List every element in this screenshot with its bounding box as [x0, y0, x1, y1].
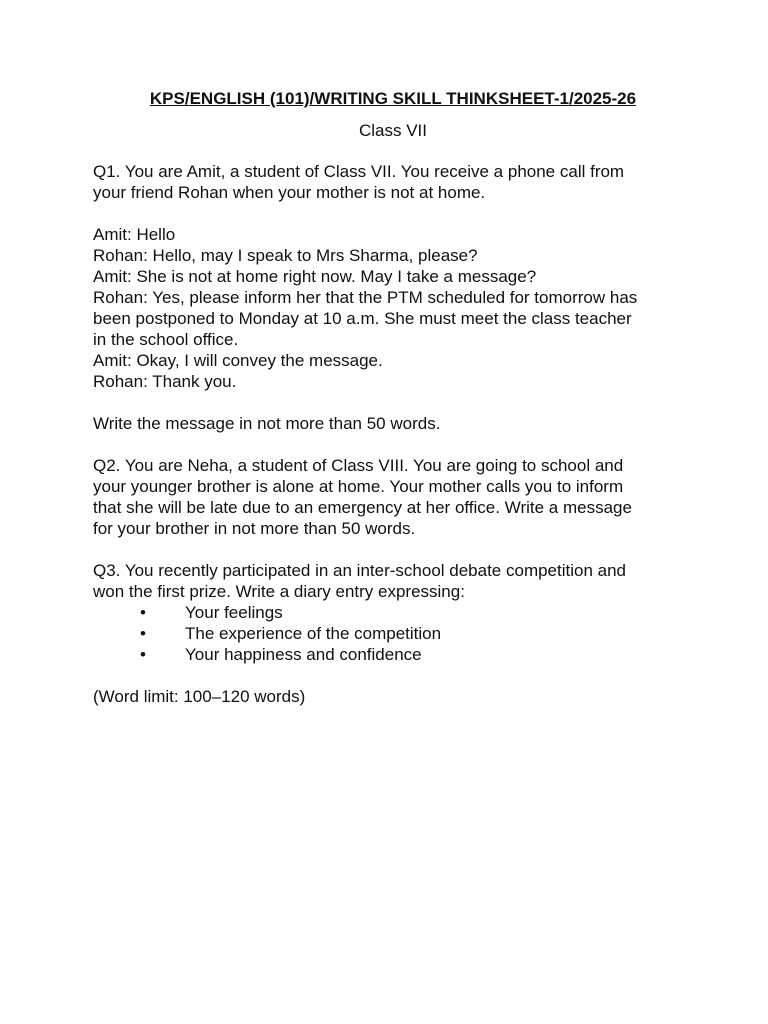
- q2-line: for your brother in not more than 50 words.: [93, 519, 416, 538]
- question-2: [93, 455, 693, 539]
- q3-line: Q3. You recently participated in an inter-school debate competition and: [93, 561, 627, 580]
- dialogue-line: in the school office.: [93, 330, 239, 349]
- q1-instruction: [93, 413, 693, 434]
- dialogue-line: Amit: She is not at home right now. May I take a message?: [93, 267, 537, 286]
- q1-prompt-line: your friend Rohan when your mother is not at home.: [93, 183, 486, 202]
- q2-line: that she will be late due to an emergency at her office. Write a message: [93, 498, 632, 517]
- page-title: KPS/ENGLISH (101)/WRITING SKILL THINKSHEET-1/2025-26: [149, 89, 637, 108]
- dialogue-line: been postponed to Monday at 10 a.m. She must meet the class teacher: [93, 309, 632, 328]
- bullet-icon: •: [140, 645, 146, 664]
- list-item-text: Your happiness and confidence: [185, 645, 422, 664]
- list-item-text: The experience of the competition: [185, 624, 442, 643]
- question-1: [93, 161, 693, 203]
- q1-instruction-text: Write the message in not more than 50 words.: [93, 414, 441, 433]
- list-item: [93, 644, 693, 665]
- q3-bullet-list: [93, 602, 693, 665]
- worksheet-page: [93, 88, 693, 707]
- list-item: [93, 623, 693, 644]
- q3-word-limit: [93, 686, 693, 707]
- q2-line: Q2. You are Neha, a student of Class VIII. You are going to school and: [93, 456, 624, 475]
- list-item-text: Your feelings: [185, 603, 283, 622]
- dialogue-line: Rohan: Yes, please inform her that the PTM scheduled for tomorrow has: [93, 288, 638, 307]
- q2-line: your younger brother is alone at home. Your mother calls you to inform: [93, 477, 624, 496]
- dialogue-line: Amit: Hello: [93, 225, 176, 244]
- question-3: [93, 560, 693, 665]
- dialogue-line: Rohan: Thank you.: [93, 372, 237, 391]
- list-item: [93, 602, 693, 623]
- bullet-icon: •: [140, 603, 146, 622]
- q3-line: won the first prize. Write a diary entry expressing:: [93, 582, 465, 601]
- word-limit-text: (Word limit: 100–120 words): [93, 687, 306, 706]
- dialogue-line: Rohan: Hello, may I speak to Mrs Sharma, please?: [93, 246, 478, 265]
- class-label: Class VII: [358, 121, 428, 140]
- dialogue-line: Amit: Okay, I will convey the message.: [93, 351, 383, 370]
- q1-dialogue: [93, 224, 693, 392]
- q1-prompt-line: Q1. You are Amit, a student of Class VII. You receive a phone call from: [93, 162, 625, 181]
- bullet-icon: •: [140, 624, 146, 643]
